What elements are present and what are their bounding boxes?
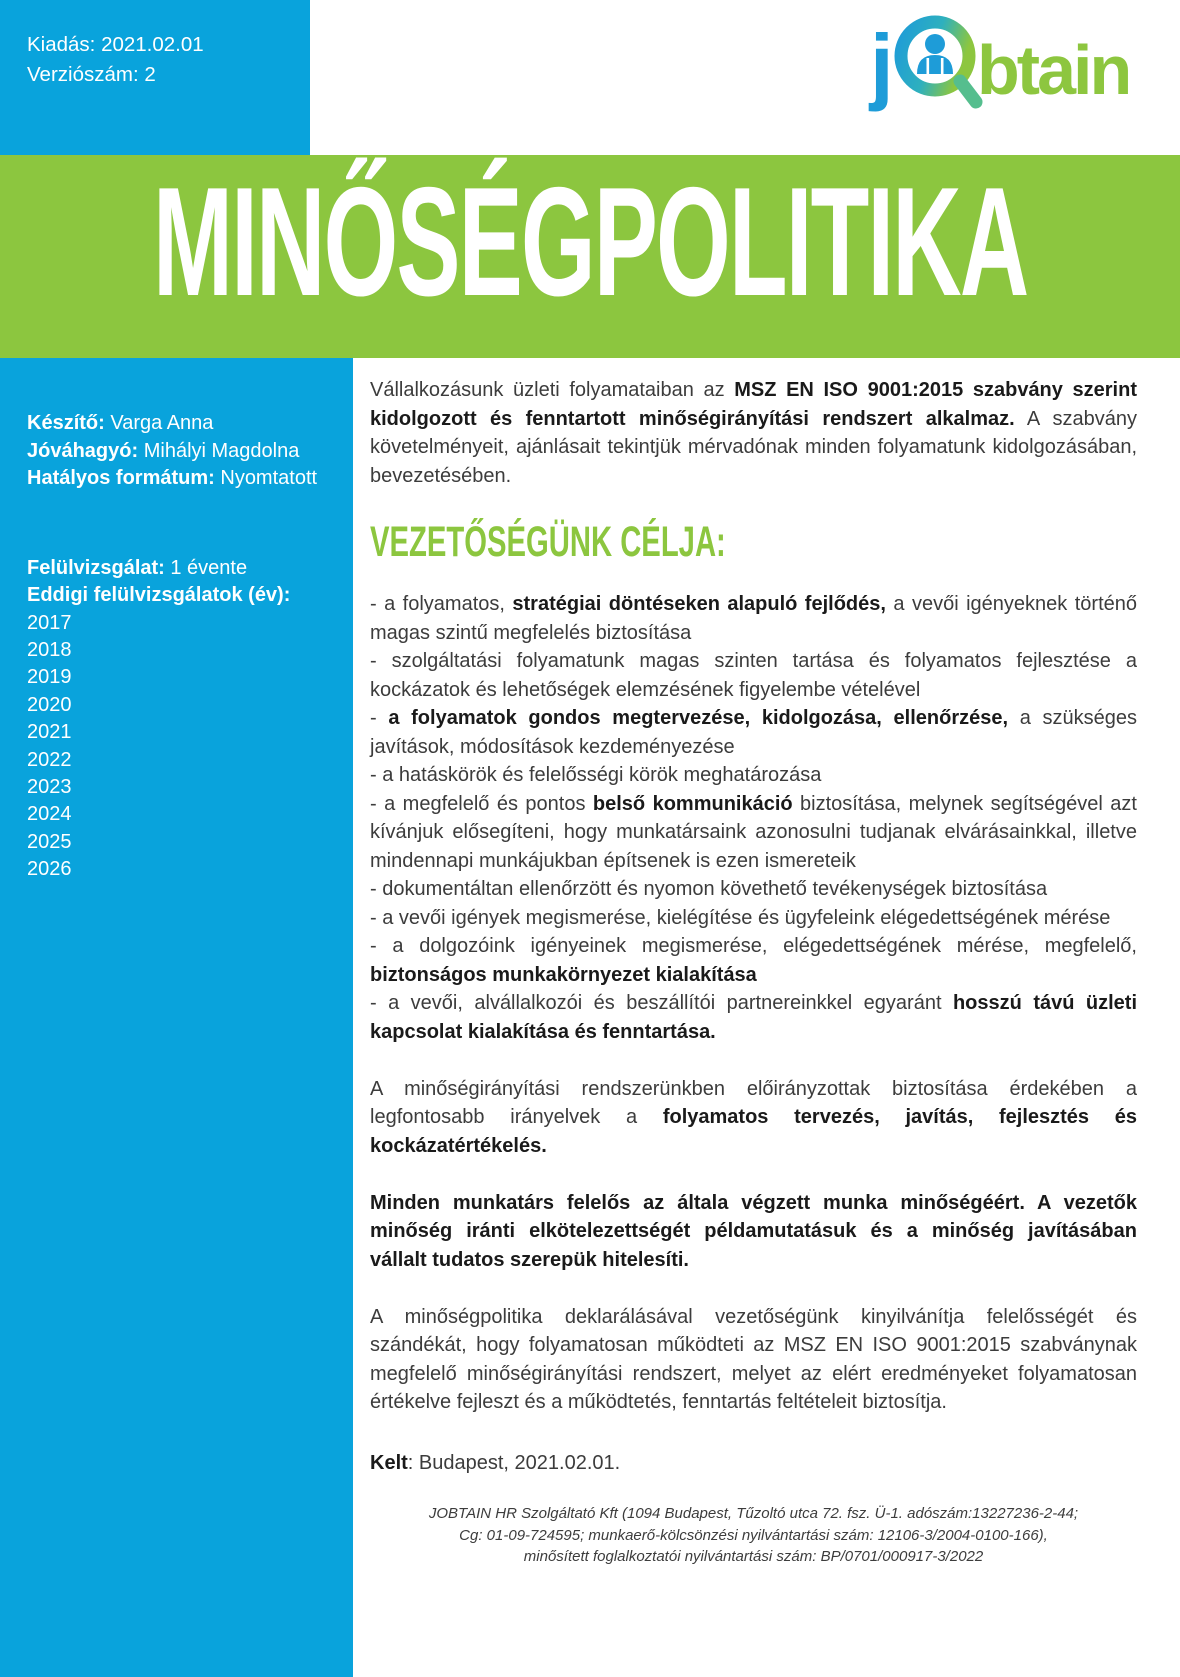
person-icon [925, 34, 945, 54]
sidebar [0, 358, 353, 1677]
year-item: 2025 [27, 830, 72, 853]
section-heading [370, 520, 1137, 564]
text-run: - szolgáltatási folyamatunk magas szinten tartása és folyamatos fejlesztése a kockázatok és lehetőségek elemzésének figyelembe vételével [370, 650, 1137, 701]
bold-text-run: MSZ EN ISO 9001:2015 szabvány szerint kidolgozott és fenntartott minőségirányítási rendszert alkalmaz. [370, 379, 1137, 430]
bold-text-run: stratégiai döntéseken alapuló fejlődés, [512, 593, 886, 615]
text-run: - a vevői igények megismerése, kielégítése és ügyfeleink elégedettségének mérése [370, 906, 1111, 929]
field-value: Mihályi Magdolna [138, 439, 300, 462]
bold-text-run: Kelt [370, 1451, 408, 1474]
year-item: 2026 [27, 858, 72, 881]
footer-line: minősített foglalkoztatói nyilvántartási szám: BP/0701/000917-3/2022 [523, 1548, 984, 1565]
text-run: - a hatáskörök és felelősségi körök meghatározása [370, 764, 822, 786]
text-run: : Budapest, 2021.02.01. [407, 1451, 621, 1474]
bold-text-run: hosszú távú üzleti kapcsolat kialakítása és fenntartása. [370, 992, 1137, 1043]
field-label: Készítő: [27, 412, 105, 434]
goal-item [370, 761, 1137, 790]
bold-text-run: belső kommunikáció [592, 792, 793, 815]
field-value: Nyomtatott [214, 467, 318, 489]
text-run: a szükséges javítások, módosítások kezdeményezése [370, 707, 1137, 758]
field-label: Hatályos formátum: [27, 467, 215, 489]
text-run: - a dolgozóink igényeinek megismerése, elégedettségének mérése, megfelelő, [370, 935, 1137, 957]
document-meta-fields [27, 410, 333, 493]
torso-stripe [927, 58, 930, 74]
text-run: - [370, 707, 389, 729]
field-value: 1 évente [164, 556, 248, 579]
year-item: 2022 [27, 748, 72, 771]
jobtain-logo [822, 6, 1172, 128]
year-item: 2023 [27, 775, 72, 798]
goal-item [370, 647, 1137, 704]
text-run: - a folyamatos, [370, 593, 513, 615]
field-label: Felülvizsgálat: [27, 556, 165, 579]
text-run: - dokumentáltan ellenőrzött és nyomon követhető tevékenységek biztosítása [370, 878, 1048, 900]
text-run: A szabvány követelményeit, ajánlásait tekintjük mérvadónak minden folyamatunk kidolgozásában, bevezetésében. [370, 407, 1137, 487]
year-item: 2017 [27, 611, 72, 634]
field-value: Varga Anna [104, 412, 214, 434]
jobtain-logo-graphic [822, 6, 1172, 128]
field-label: Jóváhagyó: [27, 439, 139, 462]
bold-text-run: folyamatos tervezés, javítás, fejlesztés és kockázatértékelés. [370, 1106, 1138, 1157]
footer-line: Cg: 01-09-724595; munkaerő-kölcsönzési nyilvántartási szám: 12106-3/2004-0100-166), [459, 1526, 1048, 1544]
goal-item [370, 904, 1137, 933]
year-item: 2019 [27, 666, 72, 689]
title-banner [0, 155, 1180, 358]
logo-letter-j: j [870, 18, 894, 113]
year-item: 2021 [27, 721, 72, 744]
goal-item [370, 590, 1137, 647]
company-footer [370, 1503, 1137, 1568]
magnifier-handle-icon [960, 81, 976, 102]
page-title: MINŐSÉGPOLITIKA [152, 155, 1028, 328]
review-fields [27, 555, 333, 610]
torso-stripe [941, 58, 944, 74]
text-run: a vevői igényeknek történő magas szintű megfelelés biztosítása [370, 593, 1137, 644]
bold-text-run: a folyamatok gondos megtervezése, kidolgozása, ellenőrzése, [388, 707, 1009, 729]
bold-text-run: Minden munkatárs felelős az általa végzett munka minőségéért. A vezetők minőség iránti elkötelezettségét példamutatásuk és a minőség javításában vállalt tudatos szerepük hitelesíti. [370, 1191, 1137, 1271]
year-item: 2024 [27, 803, 72, 826]
goal-item [370, 875, 1137, 904]
field-label: Eddigi felülvizsgálatok (év): [27, 584, 291, 606]
text-run: - a vevői, alvállalkozói és beszállítói partnereinkkel egyaránt [370, 992, 953, 1014]
section-heading-text: VEZETŐSÉGÜNK CÉLJA: [370, 518, 726, 566]
text-run: - a megfelelő és pontos [370, 792, 593, 815]
date-line [370, 1449, 1137, 1478]
declaration-paragraph [370, 1303, 1137, 1417]
sidebar-field [27, 555, 333, 583]
goal-item [370, 932, 1137, 989]
responsibility-paragraph [370, 1189, 1137, 1275]
sidebar-field [27, 410, 333, 438]
text-run: A minőségpolitika deklarálásával vezetőségünk kinyilvánítja felelősségét és szándékát, hogy folyamatosan működteti az MSZ EN ISO 9001:2015 szabványnak megfelelő minőségirányítási rendszert, melyet az elért eredményeket folyamatosan értékelve fejleszt és a működtetés, fenntartás feltételeit biztosítja. [370, 1305, 1137, 1413]
text-run: Vállalkozásunk üzleti folyamataiban az [370, 379, 735, 401]
review-years-list [27, 610, 333, 884]
issue-line: Kiadás: 2021.02.01 [27, 33, 204, 56]
goal-item [370, 989, 1137, 1046]
year-item: 2020 [27, 693, 72, 716]
goal-item [370, 704, 1137, 761]
goal-list [370, 590, 1137, 1046]
sidebar-field [27, 465, 333, 493]
person-torso [917, 55, 953, 74]
intro-paragraph [370, 376, 1137, 490]
principles-paragraph [370, 1075, 1137, 1161]
revision-box [0, 0, 310, 155]
text-run: A minőségirányítási rendszerünkben előirányzottak biztosítása érdekében a legfontosabb irányelvek a [370, 1077, 1137, 1128]
bold-text-run: biztonságos munkakörnyezet kialakítása [370, 963, 757, 986]
logo-letters-btain: btain [977, 31, 1130, 109]
footer-line: JOBTAIN HR Szolgáltató Kft (1094 Budapest, Tűzoltó utca 72. fsz. Ü-1. adószám:13227236-2-44; [428, 1505, 1079, 1522]
sidebar-field [27, 438, 333, 466]
goal-item [370, 790, 1137, 876]
sidebar-field [27, 582, 333, 610]
version-line: Verziószám: 2 [27, 63, 156, 86]
main-content [370, 376, 1137, 1568]
year-item: 2018 [27, 638, 72, 661]
text-run: biztosítása, melynek segítségével azt kívánjuk elősegíteni, hogy munkatársaink azonosulni tudjanak elvárásainkkal, illetve mindennapi munkájukban építsenek is ezen ismereteik [370, 792, 1137, 872]
